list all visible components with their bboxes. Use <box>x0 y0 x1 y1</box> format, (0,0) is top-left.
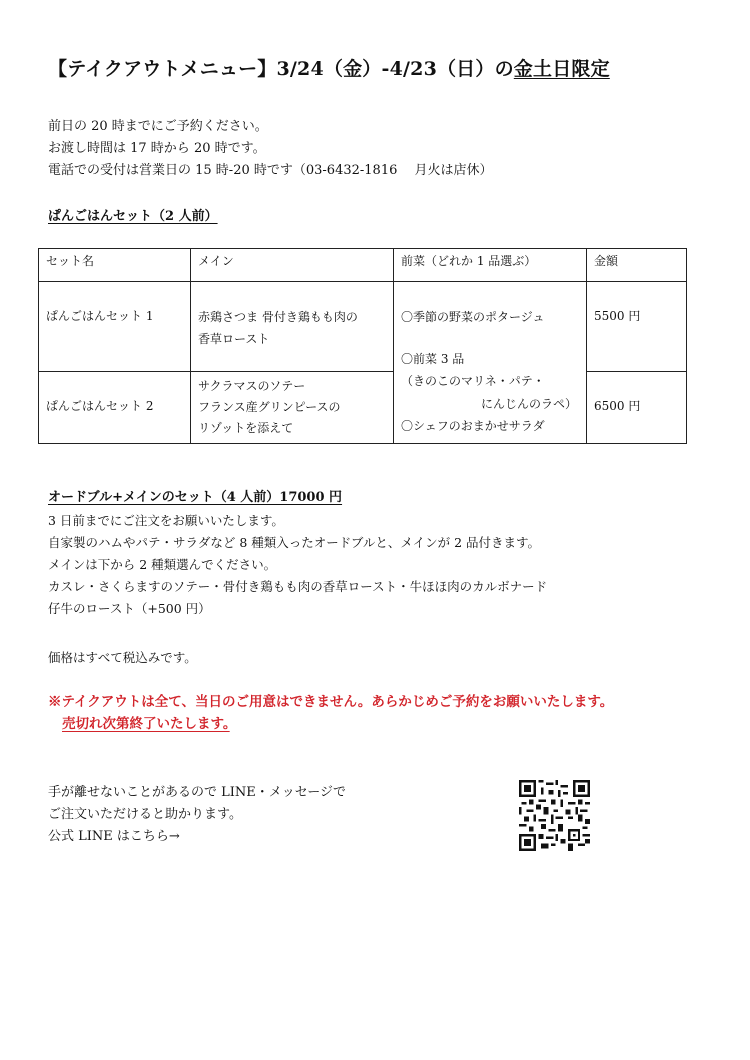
contact-line-3: 公式 LINE はこちら→ <box>48 829 180 844</box>
header-main: メイン <box>191 249 394 282</box>
contact-line-1: 手が離せないことがあるので LINE・メッセージで <box>48 785 346 800</box>
set-1-name: ぱんごはんセット 1 <box>39 282 191 372</box>
set-1-main-line: 赤鶏さつま 骨付き鶏もも肉の <box>198 310 358 324</box>
set-menu-table <box>38 248 687 444</box>
warning-line-2 <box>62 715 243 734</box>
intro-line-3: 電話での受付は営業日の 15 時-20 時です（03-6432-1816 月火は店休） <box>48 163 493 178</box>
set-2-main-line: フランス産グリンピースの <box>198 400 341 414</box>
set-2-main <box>191 372 394 444</box>
header-starter: 前菜（どれか 1 品選ぶ） <box>394 249 587 282</box>
set-section-title: ぱんごはんセット（2 人前） <box>48 209 218 224</box>
page-title <box>48 56 610 83</box>
starter-option: 〇シェフのおまかせサラダ <box>401 418 545 433</box>
set-2-price: 6500 円 <box>587 372 687 444</box>
starter-option-detail: （きのこのマリネ・パテ・ <box>401 374 545 389</box>
tax-note: 価格はすべて税込みです。 <box>48 650 197 665</box>
table-header-row <box>39 249 687 282</box>
contact-line-2: ご注文いただけると助かります。 <box>48 807 242 822</box>
set-2-main-line: サクラマスのソテー <box>198 379 306 393</box>
set-2-name: ぱんごはんセット 2 <box>39 372 191 444</box>
qr-code-icon[interactable] <box>519 780 590 851</box>
set-1-price: 5500 円 <box>587 282 687 372</box>
hors-line-5: 仔牛のロースト（+500 円） <box>48 601 211 616</box>
table-row <box>39 282 687 372</box>
starter-option-detail: にんじんのラペ） <box>481 396 578 411</box>
warning-line-2-text: 売切れ次第終了いたします。 <box>62 716 230 732</box>
intro-line-1: 前日の 20 時までにご予約ください。 <box>48 119 268 134</box>
header-set-name: セット名 <box>39 249 191 282</box>
starter-option: 〇季節の野菜のポタージュ <box>401 310 545 324</box>
hors-line-1: 3 日前までにご注文をお願いいたします。 <box>48 513 284 528</box>
starter-option: 〇前菜 3 品 <box>401 352 465 367</box>
set-1-main <box>191 282 394 372</box>
hors-line-3: メインは下から 2 種類選んでください。 <box>48 557 277 572</box>
hors-section-title: オードブル+メインのセット（4 人前）17000 円 <box>48 490 343 505</box>
warning-line-1: ※テイクアウトは全て、当日のご用意はできません。あらかじめご予約をお願いいたします。 <box>48 694 614 710</box>
hors-line-2: 自家製のハムやパテ・サラダなど 8 種類入ったオードブルと、メインが 2 品付きます。 <box>48 535 541 550</box>
header-price: 金額 <box>587 249 687 282</box>
intro-line-2: お渡し時間は 17 時から 20 時です。 <box>48 141 266 156</box>
title-prefix: 【テイクアウトメニュー】3/24（金）-4/23（日）の <box>48 58 514 80</box>
starter-options <box>394 282 587 444</box>
title-underlined: 金土日限定 <box>513 58 610 80</box>
table-row <box>39 372 687 444</box>
hors-line-4: カスレ・さくらますのソテー・骨付き鶏もも肉の香草ロースト・牛ほほ肉のカルボナード <box>48 579 548 594</box>
set-2-main-line: リゾットを添えて <box>198 421 294 435</box>
set-1-main-line: 香草ロースト <box>198 332 270 347</box>
